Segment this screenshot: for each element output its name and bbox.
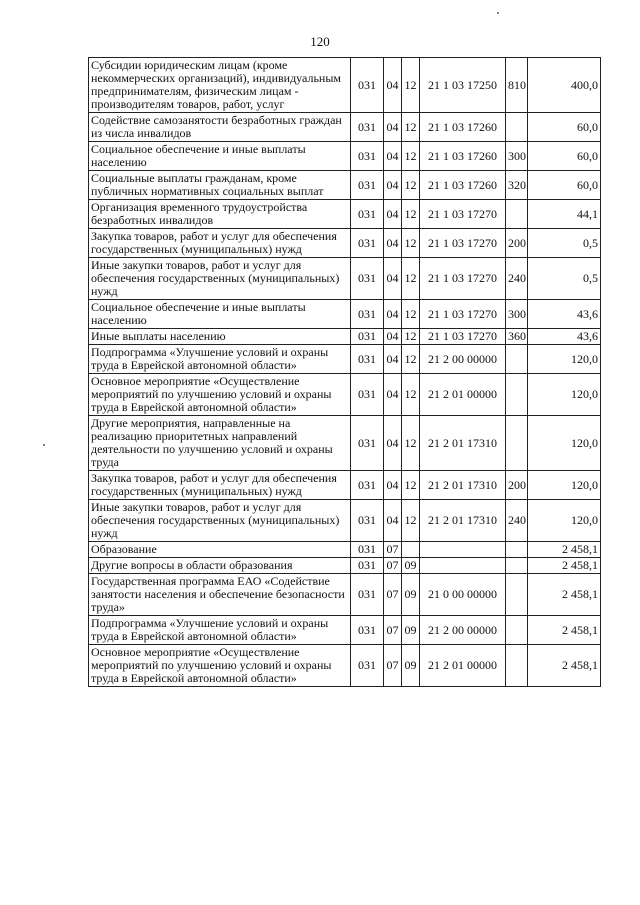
section-code-cell: 07 (384, 616, 402, 645)
row-name-cell: Социальное обеспечение и иные выплаты населению (89, 142, 351, 171)
section-code-cell: 04 (384, 374, 402, 416)
section-code-cell: 04 (384, 142, 402, 171)
subsection-code-cell: 12 (402, 58, 420, 113)
section-code-cell: 07 (384, 558, 402, 574)
section-code-cell: 04 (384, 329, 402, 345)
target-article-cell: 21 2 00 00000 (420, 616, 506, 645)
table-row (89, 258, 601, 300)
amount-cell: 60,0 (528, 142, 601, 171)
table-row (89, 171, 601, 200)
table-row (89, 345, 601, 374)
ministry-code-cell: 031 (351, 500, 384, 542)
table-row (89, 645, 601, 687)
ministry-code-cell: 031 (351, 329, 384, 345)
row-name-cell: Содействие самозанятости безработных граждан из числа инвалидов (89, 113, 351, 142)
target-article-cell: 21 2 00 00000 (420, 345, 506, 374)
section-code-cell: 04 (384, 345, 402, 374)
table-row (89, 616, 601, 645)
subsection-code-cell: 12 (402, 416, 420, 471)
amount-cell: 2 458,1 (528, 616, 601, 645)
table-row (89, 142, 601, 171)
expense-type-cell: 810 (506, 58, 528, 113)
expense-type-cell (506, 645, 528, 687)
section-code-cell: 04 (384, 229, 402, 258)
expense-type-cell: 300 (506, 142, 528, 171)
budget-table (88, 57, 601, 687)
table-row (89, 471, 601, 500)
expense-type-cell: 240 (506, 500, 528, 542)
expense-type-cell (506, 200, 528, 229)
amount-cell: 0,5 (528, 258, 601, 300)
section-code-cell: 07 (384, 645, 402, 687)
ministry-code-cell: 031 (351, 142, 384, 171)
ministry-code-cell: 031 (351, 616, 384, 645)
row-name-cell: Другие мероприятия, направленные на реализацию приоритетных направлений деятельности по улучшению условий и охраны труда (89, 416, 351, 471)
ministry-code-cell: 031 (351, 574, 384, 616)
section-code-cell: 04 (384, 113, 402, 142)
target-article-cell: 21 2 01 17310 (420, 500, 506, 542)
expense-type-cell (506, 574, 528, 616)
amount-cell: 60,0 (528, 113, 601, 142)
target-article-cell: 21 1 03 17260 (420, 171, 506, 200)
target-article-cell (420, 558, 506, 574)
subsection-code-cell: 12 (402, 200, 420, 229)
expense-type-cell (506, 558, 528, 574)
amount-cell: 2 458,1 (528, 574, 601, 616)
row-name-cell: Закупка товаров, работ и услуг для обеспечения государственных (муниципальных) нужд (89, 471, 351, 500)
target-article-cell: 21 1 03 17270 (420, 329, 506, 345)
section-code-cell: 07 (384, 574, 402, 616)
ministry-code-cell: 031 (351, 374, 384, 416)
subsection-code-cell: 12 (402, 374, 420, 416)
amount-cell: 2 458,1 (528, 558, 601, 574)
target-article-cell: 21 1 03 17270 (420, 200, 506, 229)
section-code-cell: 04 (384, 471, 402, 500)
ministry-code-cell: 031 (351, 471, 384, 500)
row-name-cell: Подпрограмма «Улучшение условий и охраны труда в Еврейской автономной области» (89, 616, 351, 645)
row-name-cell: Субсидии юридическим лицам (кроме некоммерческих организаций), индивидуальным предпринимателям, физическим лицам - производителям товаров, работ, услуг (89, 58, 351, 113)
table-row (89, 229, 601, 258)
table-row (89, 374, 601, 416)
subsection-code-cell: 12 (402, 258, 420, 300)
ministry-code-cell: 031 (351, 200, 384, 229)
expense-type-cell (506, 345, 528, 374)
subsection-code-cell: 12 (402, 345, 420, 374)
subsection-code-cell: 12 (402, 329, 420, 345)
row-name-cell: Закупка товаров, работ и услуг для обеспечения государственных (муниципальных) нужд (89, 229, 351, 258)
subsection-code-cell: 12 (402, 229, 420, 258)
subsection-code-cell: 12 (402, 142, 420, 171)
expense-type-cell: 360 (506, 329, 528, 345)
section-code-cell: 04 (384, 416, 402, 471)
ministry-code-cell: 031 (351, 113, 384, 142)
target-article-cell: 21 1 03 17270 (420, 258, 506, 300)
row-name-cell: Иные закупки товаров, работ и услуг для обеспечения государственных (муниципальных) нужд (89, 500, 351, 542)
target-article-cell: 21 1 03 17260 (420, 113, 506, 142)
subsection-code-cell: 12 (402, 500, 420, 542)
scan-speck (43, 444, 45, 446)
row-name-cell: Иные закупки товаров, работ и услуг для обеспечения государственных (муниципальных) нужд (89, 258, 351, 300)
target-article-cell: 21 2 01 17310 (420, 471, 506, 500)
section-code-cell: 04 (384, 171, 402, 200)
subsection-code-cell (402, 542, 420, 558)
row-name-cell: Государственная программа ЕАО «Содействие занятости населения и обеспечение безопасности труда» (89, 574, 351, 616)
subsection-code-cell: 12 (402, 171, 420, 200)
row-name-cell: Социальное обеспечение и иные выплаты населению (89, 300, 351, 329)
ministry-code-cell: 031 (351, 542, 384, 558)
target-article-cell: 21 1 03 17270 (420, 229, 506, 258)
ministry-code-cell: 031 (351, 645, 384, 687)
expense-type-cell: 240 (506, 258, 528, 300)
row-name-cell: Другие вопросы в области образования (89, 558, 351, 574)
row-name-cell: Подпрограмма «Улучшение условий и охраны труда в Еврейской автономной области» (89, 345, 351, 374)
page-number: 120 (310, 34, 330, 49)
section-code-cell: 04 (384, 58, 402, 113)
subsection-code-cell: 09 (402, 574, 420, 616)
expense-type-cell: 200 (506, 471, 528, 500)
table-row (89, 558, 601, 574)
row-name-cell: Социальные выплаты гражданам, кроме публичных нормативных социальных выплат (89, 171, 351, 200)
ministry-code-cell: 031 (351, 345, 384, 374)
section-code-cell: 04 (384, 200, 402, 229)
table-row (89, 200, 601, 229)
scan-speck (497, 12, 499, 14)
ministry-code-cell: 031 (351, 58, 384, 113)
amount-cell: 0,5 (528, 229, 601, 258)
table-row (89, 574, 601, 616)
table-row (89, 300, 601, 329)
table-row (89, 329, 601, 345)
expense-type-cell (506, 113, 528, 142)
table-row (89, 542, 601, 558)
target-article-cell (420, 542, 506, 558)
expense-type-cell (506, 374, 528, 416)
amount-cell: 120,0 (528, 500, 601, 542)
amount-cell: 44,1 (528, 200, 601, 229)
amount-cell: 120,0 (528, 471, 601, 500)
expense-type-cell (506, 616, 528, 645)
table-row (89, 500, 601, 542)
subsection-code-cell: 09 (402, 558, 420, 574)
amount-cell: 120,0 (528, 345, 601, 374)
expense-type-cell (506, 542, 528, 558)
target-article-cell: 21 1 03 17250 (420, 58, 506, 113)
subsection-code-cell: 12 (402, 113, 420, 142)
target-article-cell: 21 2 01 17310 (420, 416, 506, 471)
ministry-code-cell: 031 (351, 171, 384, 200)
expense-type-cell (506, 416, 528, 471)
table-row (89, 416, 601, 471)
amount-cell: 2 458,1 (528, 645, 601, 687)
ministry-code-cell: 031 (351, 300, 384, 329)
row-name-cell: Организация временного трудоустройства безработных инвалидов (89, 200, 351, 229)
subsection-code-cell: 12 (402, 300, 420, 329)
ministry-code-cell: 031 (351, 416, 384, 471)
amount-cell: 120,0 (528, 416, 601, 471)
target-article-cell: 21 2 01 00000 (420, 645, 506, 687)
subsection-code-cell: 09 (402, 616, 420, 645)
amount-cell: 2 458,1 (528, 542, 601, 558)
expense-type-cell: 320 (506, 171, 528, 200)
table-row (89, 113, 601, 142)
subsection-code-cell: 12 (402, 471, 420, 500)
expense-type-cell: 200 (506, 229, 528, 258)
row-name-cell: Основное мероприятие «Осуществление мероприятий по улучшению условий и охраны труда в Еврейской автономной области» (89, 645, 351, 687)
row-name-cell: Иные выплаты населению (89, 329, 351, 345)
ministry-code-cell: 031 (351, 558, 384, 574)
row-name-cell: Образование (89, 542, 351, 558)
section-code-cell: 07 (384, 542, 402, 558)
expense-type-cell: 300 (506, 300, 528, 329)
subsection-code-cell: 09 (402, 645, 420, 687)
amount-cell: 43,6 (528, 300, 601, 329)
amount-cell: 43,6 (528, 329, 601, 345)
target-article-cell: 21 1 03 17260 (420, 142, 506, 171)
amount-cell: 120,0 (528, 374, 601, 416)
row-name-cell: Основное мероприятие «Осуществление мероприятий по улучшению условий и охраны труда в Еврейской автономной области» (89, 374, 351, 416)
section-code-cell: 04 (384, 300, 402, 329)
target-article-cell: 21 1 03 17270 (420, 300, 506, 329)
target-article-cell: 21 2 01 00000 (420, 374, 506, 416)
section-code-cell: 04 (384, 258, 402, 300)
amount-cell: 400,0 (528, 58, 601, 113)
table-row (89, 58, 601, 113)
section-code-cell: 04 (384, 500, 402, 542)
ministry-code-cell: 031 (351, 229, 384, 258)
amount-cell: 60,0 (528, 171, 601, 200)
ministry-code-cell: 031 (351, 258, 384, 300)
target-article-cell: 21 0 00 00000 (420, 574, 506, 616)
